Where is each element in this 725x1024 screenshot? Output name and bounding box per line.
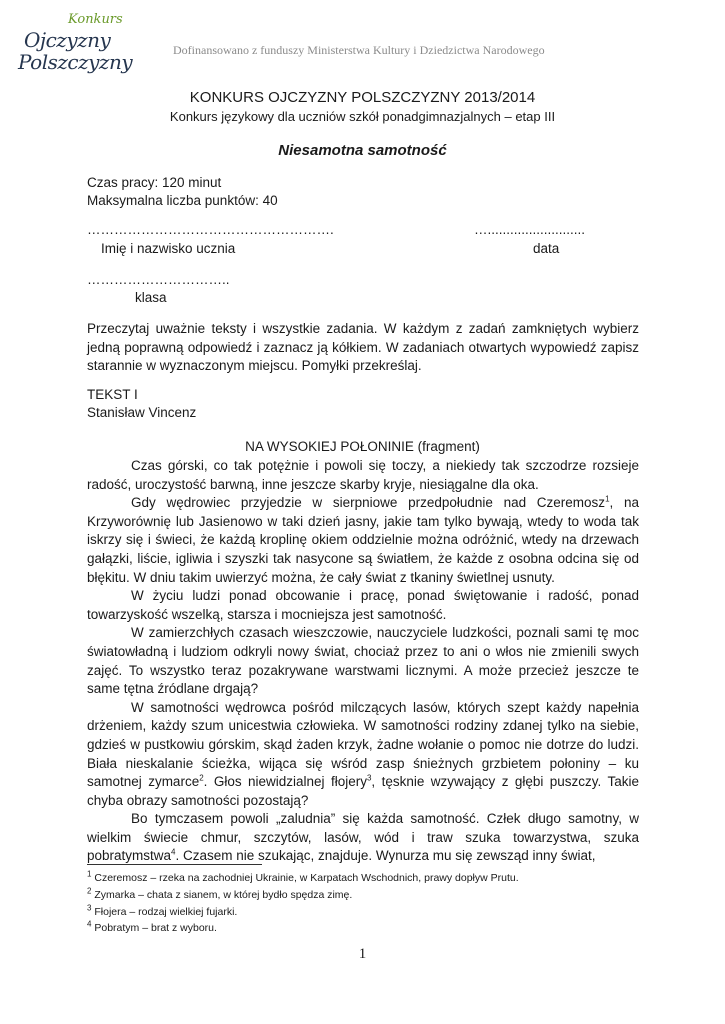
footnote-2: $^2$ Zymarka – chata z sianem, w której bydło spędza zimę. bbox=[87, 886, 353, 901]
name-field-line: ………………………………………………. bbox=[87, 222, 334, 237]
instructions: Przeczytaj uważnie teksty i wszystkie zadania. W każdym z zadań zamkniętych wybierz jedną poprawną odpowiedź i zaznacz ją kółkiem. W zadaniach otwartych wypowiedź zapisz starannie w wyznaczonym miejscu. Pomyłki przekreślaj. bbox=[87, 321, 639, 374]
footnote-ref: 4 bbox=[171, 847, 176, 857]
contest-logo bbox=[18, 12, 133, 74]
text-paragraph: W zamierzchłych czasach wieszczowie, nauczyciele ludzkości, poznali sami tę moc światowładną i ludziom odkryli nowy świat, chociaż przez to ani o włos nie zmienili swych zajęć. To wszystko teraz pozakrywane warstwami licznymi. A może przecież jeszcze te same tętna źródlane drgają? bbox=[87, 625, 639, 697]
footnote-ref: 3 bbox=[366, 773, 372, 783]
page-number: 1 bbox=[358, 946, 367, 962]
text-paragraph: W życiu ludzi ponad obcowanie i pracę, ponad świętowanie i radość, ponad towarzyskość wszelką, starsza i mocniejsza jest samotność. bbox=[87, 588, 639, 622]
funding-note: Dofinansowano z funduszy Ministerstwa Kultury i Dziedzictwa Narodowego bbox=[173, 43, 545, 57]
name-field-label: Imię i nazwisko ucznia bbox=[101, 241, 236, 256]
text-body bbox=[87, 457, 639, 866]
text-paragraph: Bo tymczasem powoli „zaludnia” się każda samotność. Człek długo samotny, w wielkim świecie chmur, szczytów, lasów, wód i traw szuka towarzystwa, szuka pobratymstwa$^4$. Czasem nie szukając, znajduje. Wynurza mu się zewsząd inny świat, bbox=[87, 811, 639, 864]
date-field-line: ….......................... bbox=[474, 222, 586, 237]
class-field-label: klasa bbox=[135, 290, 167, 305]
logo-line-konkurs: Konkurs bbox=[68, 12, 123, 27]
text-paragraph: Gdy wędrowiec przyjedzie w sierpniowe przedpołudnie nad Czeremosz$^1$, na Krzyworównię lub Jasienowo w taki dzień jasny, jakie tam tylko bywają, wtedy to woda tak iskrzy się i świeci, że każdą kroplinę okiem oddzielnie można odróżnić, wtedy na drzewach gałązki, liście, igliwia i szyszki tak nasycone są światłem, że każde z osobna odcina się od błękitu. W dniu takim uwierzyć można, że cały świat z tkaniny świetlnej usnuty. bbox=[87, 494, 639, 585]
logo-line-polszczyzny: Polszczyzny bbox=[18, 50, 133, 74]
logo-line-ojczyzny: Ojczyzny bbox=[24, 28, 111, 52]
footnote-4: $^4$ Pobratym – brat z wyboru. bbox=[87, 919, 217, 934]
work-time: Czas pracy: 120 minut bbox=[87, 175, 222, 190]
text-heading: NA WYSOKIEJ POŁONINIE (fragment) bbox=[245, 439, 480, 454]
max-points: Maksymalna liczba punktów: 40 bbox=[87, 193, 278, 208]
contest-subtitle: Konkurs językowy dla uczniów szkół ponadgimnazjalnych – etap III bbox=[169, 109, 556, 124]
text-paragraph: Czas górski, co tak potężnie i powoli się toczy, a niekiedy tak szczodrze rozsieje radość, uroczystość barwną, inne jeszcze skarby kryje, niesiągalne dla oka. bbox=[87, 458, 639, 492]
date-field-label: data bbox=[533, 241, 560, 256]
footnote-3: $^3$ Fłojera – rodzaj wielkiej fujarki. bbox=[87, 903, 238, 918]
text-author: Stanisław Vincenz bbox=[87, 405, 197, 420]
class-field-line: ………………………….. bbox=[87, 272, 230, 287]
footnote-divider bbox=[87, 864, 262, 865]
footnote-ref: 2 bbox=[199, 773, 204, 783]
contest-title: KONKURS OJCZYZNY POLSZCZYZNY 2013/2014 bbox=[189, 89, 536, 106]
text-paragraph: W samotności wędrowca pośród milczących lasów, których szept każdy napełnia drżeniem, każdy szum unicestwia człowieka. W samotności rodziny zdanej tylko na siebie, gdzieś w pustkowiu górskim, skąd żaden krzyk, żadne wołanie o pomoc nie dotrze do ludzi. Biała nieskalanie ścieżka, wijąca się wśród zasp śnieżnych grzbietem połoniny – ku samotnej zymarce$^2$. Głos niewidzialnej fłojery$^3$, tęsknie wzywający z głębi puszczy. Takie chyba obrazy samotności pozostają? bbox=[87, 699, 639, 808]
footnote-ref: 1 bbox=[605, 494, 610, 504]
footnote-1: $^1$ Czeremosz – rzeka na zachodniej Ukrainie, w Karpatach Wschodnich, prawy dopływ Prutu. bbox=[87, 869, 519, 884]
topic-title: Niesamotna samotność bbox=[278, 142, 447, 159]
text-label: TEKST I bbox=[87, 387, 138, 402]
